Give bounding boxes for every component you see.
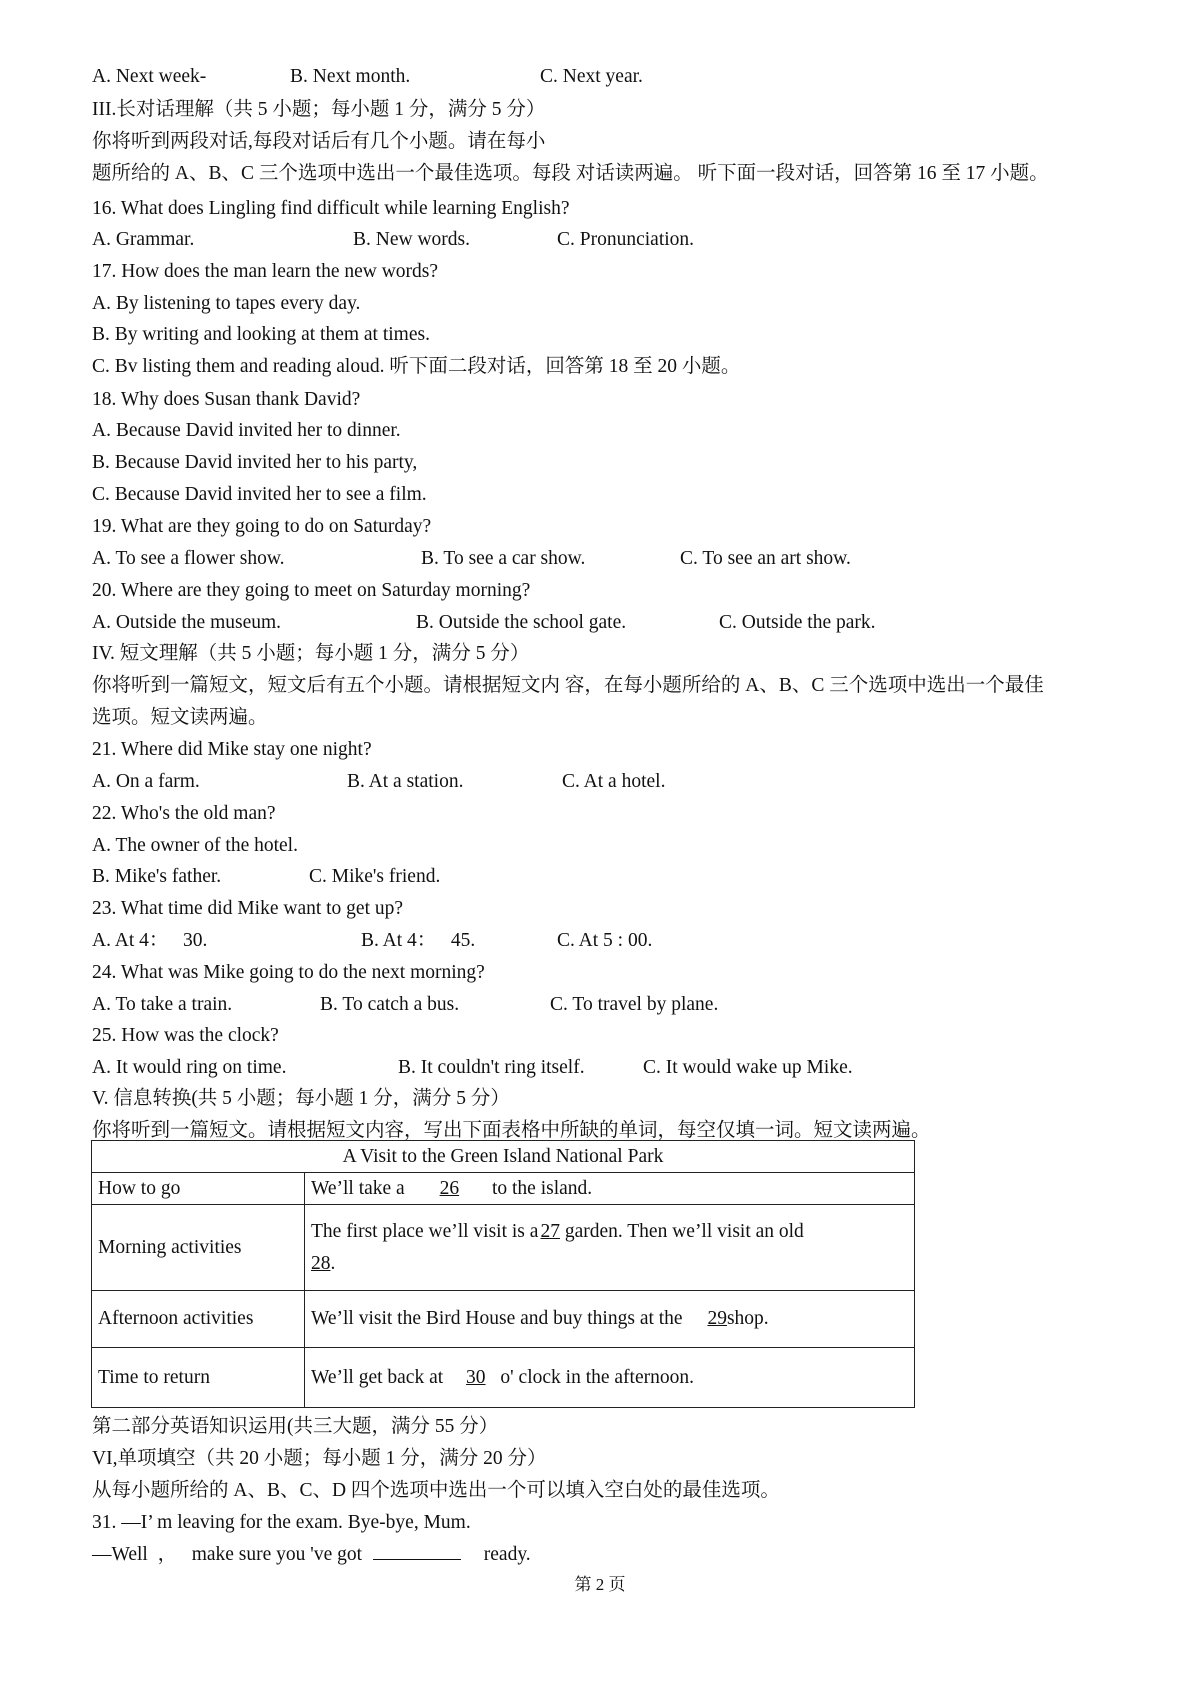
q19-option-b: B. To see a car show. — [421, 548, 586, 569]
q21-option-a: A. On a farm. — [92, 771, 200, 792]
q20-option-b: B. Outside the school gate. — [416, 612, 627, 633]
section-4-instruction-1: 你将听到一篇短文，短文后有五个小题。请根据短文内 容，在每小题所给的 A、B、C 三个选项中选出一个最佳 — [92, 675, 1044, 696]
q21-option-c: C. At a hotel. — [562, 771, 666, 792]
q16-option-a: A. Grammar. — [92, 229, 195, 250]
row-text: garden. Then we’ll visit an old — [564, 1220, 804, 1242]
q31-text: ready. — [483, 1544, 531, 1565]
q18-stem: 18. Why does Susan thank David? — [92, 389, 361, 410]
q23-stem: 23. What time did Mike want to get up? — [92, 898, 404, 919]
table-title: A Visit to the Green Island National Park — [92, 1141, 915, 1173]
q17-option-c: C. Bv listing them and reading aloud. 听下面二段对话，回答第 18 至 20 小题。 — [92, 356, 741, 377]
q24-option-b: B. To catch a bus. — [320, 994, 460, 1015]
row-text: We’ll visit the Bird House and buy things at the — [311, 1308, 683, 1329]
row-text: . — [330, 1252, 336, 1274]
q17-stem: 17. How does the man learn the new words? — [92, 261, 439, 282]
row-content — [305, 1291, 915, 1348]
table-row — [92, 1291, 915, 1348]
table-row — [92, 1348, 915, 1408]
q25-option-b: B. It couldn't ring itself. — [398, 1057, 585, 1078]
row-text: The first place we’ll visit is a — [311, 1220, 539, 1242]
q21-option-b: B. At a station. — [347, 771, 464, 792]
row-label: Morning activities — [92, 1205, 305, 1291]
q25-stem: 25. How was the clock? — [92, 1025, 279, 1046]
q19-option-a: A. To see a flower show. — [92, 548, 285, 569]
section-5-title: V. 信息转换(共 5 小题；每小题 1 分，满分 5 分） — [92, 1088, 510, 1109]
row-content — [305, 1173, 915, 1205]
info-table — [91, 1140, 915, 1408]
section-4-title: IV. 短文理解（共 5 小题；每小题 1 分，满分 5 分） — [92, 643, 530, 664]
section-5-instruction: 你将听到一篇短文。请根据短文内容，写出下面表格中所缺的单词，每空仅填一词。短文读两遍。 — [92, 1120, 931, 1141]
q24-option-c: C. To travel by plane. — [550, 994, 719, 1015]
section-6-instruction: 从每小题所给的 A、B、C、D 四个选项中选出一个可以填入空白处的最佳选项。 — [92, 1480, 780, 1501]
q25-option-a: A. It would ring on time. — [92, 1057, 287, 1078]
q15-option-b: B. Next month. — [290, 66, 411, 87]
q19-option-c: C. To see an art show. — [680, 548, 851, 569]
blank-29[interactable]: 29 — [707, 1308, 727, 1329]
row-text: We’ll get back at — [311, 1366, 444, 1388]
q16-option-b: B. New words. — [353, 229, 470, 250]
blank-27[interactable]: 27 — [540, 1220, 560, 1242]
q18-option-b: B. Because David invited her to his party, — [92, 452, 418, 473]
section-3-title: III.长对话理解（共 5 小题；每小题 1 分，满分 5 分） — [92, 99, 546, 120]
blank-28[interactable]: 28 — [311, 1252, 331, 1274]
q25-option-c: C. It would wake up Mike. — [643, 1057, 853, 1078]
row-text: o' clock in the afternoon. — [500, 1366, 694, 1388]
q20-stem: 20. Where are they going to meet on Saturday morning? — [92, 580, 531, 601]
q17-option-a: A. By listening to tapes every day. — [92, 293, 361, 314]
table-row — [92, 1173, 915, 1205]
q16-option-c: C. Pronunciation. — [557, 229, 695, 250]
q22-option-a: A. The owner of the hotel. — [92, 835, 298, 856]
row-text: shop. — [726, 1308, 769, 1329]
q23-option-b: B. At 4： 45. — [361, 930, 476, 951]
q18-option-a: A. Because David invited her to dinner. — [92, 420, 401, 441]
q16-stem: 16. What does Lingling find difficult while learning English? — [92, 198, 570, 219]
part-2-title: 第二部分英语知识运用(共三大题，满分 55 分） — [92, 1416, 499, 1437]
q22-option-b: B. Mike's father. — [92, 866, 222, 887]
row-text: We’ll take a — [311, 1177, 405, 1199]
section-3-instruction-1: 你将听到两段对话,每段对话后有几个小题。请在每小 — [92, 131, 546, 152]
q15-option-a: A. Next week- — [92, 66, 207, 87]
row-content — [305, 1205, 915, 1291]
q31-answer-blank[interactable] — [373, 1541, 461, 1560]
section-3-instruction-2: 题所给的 A、B、C 三个选项中选出一个最佳选项。每段 对话读两遍。 听下面一段对话，回答第 16 至 17 小题。 — [92, 163, 1049, 184]
section-4-instruction-2: 选项。短文读两遍。 — [92, 707, 268, 728]
q31-line-2 — [92, 1541, 531, 1568]
q17-option-b: B. By writing and looking at them at times. — [92, 324, 430, 345]
row-label: How to go — [92, 1173, 305, 1205]
row-content — [305, 1348, 915, 1408]
q19-stem: 19. What are they going to do on Saturday? — [92, 516, 432, 537]
row-text: to the island. — [491, 1177, 593, 1199]
q18-option-c: C. Because David invited her to see a film. — [92, 484, 427, 505]
q22-stem: 22. Who's the old man? — [92, 803, 276, 824]
section-6-title: VI,单项填空（共 20 小题；每小题 1 分，满分 20 分） — [92, 1448, 547, 1469]
page-number: 第 2 页 — [574, 1575, 626, 1594]
table-row — [92, 1205, 915, 1291]
q22-option-c: C. Mike's friend. — [309, 866, 441, 887]
table-title-row — [92, 1141, 915, 1173]
blank-30[interactable]: 30 — [466, 1366, 486, 1388]
row-label: Time to return — [92, 1348, 305, 1408]
q31-line-1: 31. —I’ m leaving for the exam. Bye-bye, Mum. — [92, 1512, 471, 1533]
row-label: Afternoon activities — [92, 1291, 305, 1348]
q15-option-c: C. Next year. — [540, 66, 643, 87]
blank-26[interactable]: 26 — [439, 1177, 460, 1199]
q24-stem: 24. What was Mike going to do the next morning? — [92, 962, 485, 983]
q24-option-a: A. To take a train. — [92, 994, 233, 1015]
q21-stem: 21. Where did Mike stay one night? — [92, 739, 372, 760]
q20-option-a: A. Outside the museum. — [92, 612, 282, 633]
q31-text: —Well ， make sure you 've got — [92, 1544, 363, 1565]
q23-option-c: C. At 5 : 00. — [557, 930, 653, 951]
q20-option-c: C. Outside the park. — [719, 612, 876, 633]
q23-option-a: A. At 4： 30. — [92, 930, 208, 951]
